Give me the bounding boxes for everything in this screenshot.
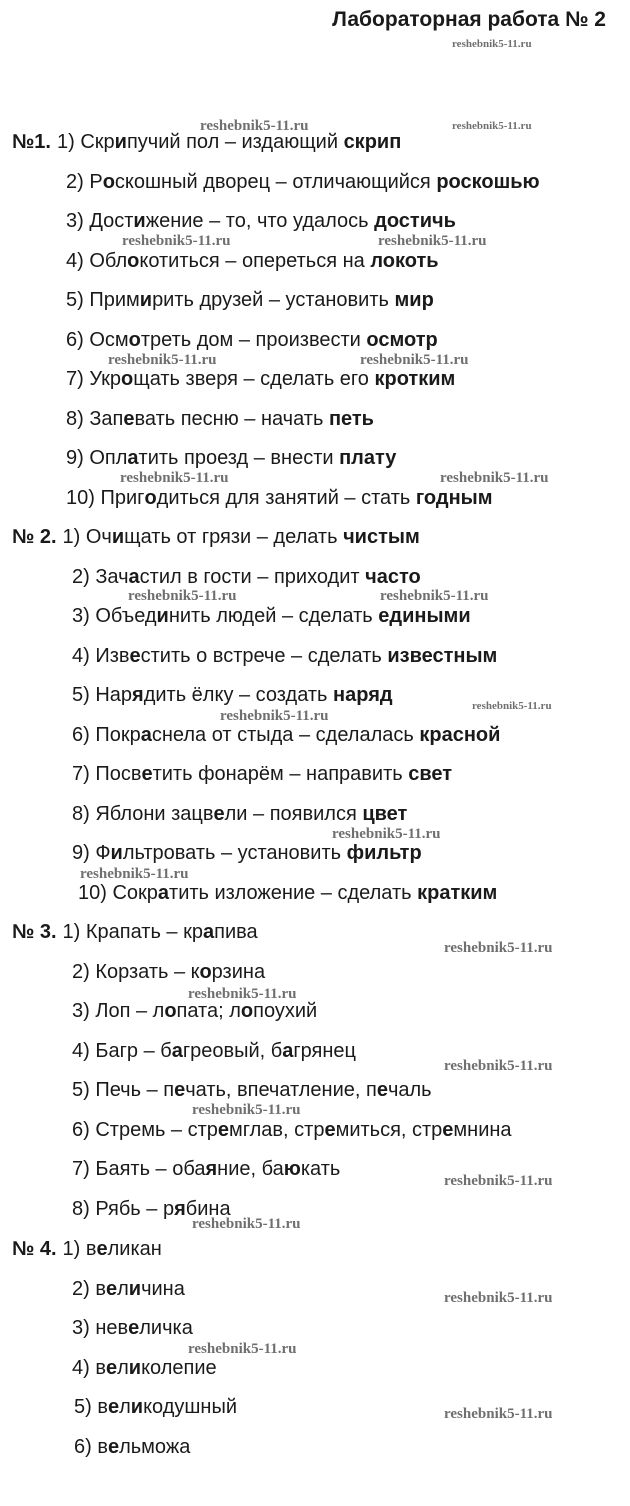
answer-line (66, 288, 434, 312)
text-fragment: 4) Багр – б (72, 1039, 172, 1062)
text-fragment: рить друзей – установить (152, 289, 395, 311)
bold-fragment: и (128, 1356, 142, 1379)
answer-line (12, 920, 258, 944)
text-fragment: 8) Зап (66, 407, 124, 430)
bold-fragment: красной (419, 723, 501, 746)
text-fragment: 8) Яблони зацв (72, 802, 214, 825)
text-fragment: тить фонарём – направить (152, 763, 409, 785)
answer-line (72, 762, 452, 786)
text-fragment: личка (139, 1317, 193, 1339)
bold-fragment: и (110, 842, 123, 864)
bold-fragment: о (127, 249, 140, 272)
bold-fragment: скрип (343, 131, 402, 153)
bold-fragment: а (140, 723, 152, 746)
text-fragment: 7) Посв (72, 763, 142, 785)
bold-fragment: и (133, 210, 146, 232)
answer-line (72, 1118, 512, 1142)
text-fragment: греовый, б (182, 1039, 283, 1062)
watermark-text: reshebnik5-11.ru (120, 470, 229, 486)
bold-fragment: кротким (374, 368, 456, 390)
text-fragment: льможа (119, 1435, 191, 1458)
text-fragment: щать от грязи – делать (124, 526, 344, 548)
bold-fragment: мир (394, 289, 434, 311)
answer-line (72, 683, 393, 707)
answer-line (72, 1356, 217, 1380)
text-fragment: 1) Скр (56, 131, 115, 153)
exercise-number: №1. (12, 131, 51, 153)
text-fragment: 3) нев (72, 1317, 129, 1339)
answer-line (72, 802, 407, 826)
answer-line (66, 407, 374, 431)
text-fragment: 4) Изв (72, 644, 130, 667)
bold-fragment: и (130, 1396, 144, 1418)
text-fragment: 2) в (72, 1277, 106, 1300)
bold-fragment: е (174, 1079, 186, 1101)
answer-line (72, 1039, 356, 1063)
bold-fragment: о (144, 486, 157, 509)
answer-line (66, 209, 456, 233)
bold-fragment: е (128, 1317, 140, 1339)
bold-fragment: е (217, 1118, 230, 1141)
watermark-text: reshebnik5-11.ru (472, 700, 552, 712)
bold-fragment: известным (387, 644, 498, 667)
answer-line (72, 1277, 185, 1301)
bold-fragment: е (129, 644, 141, 667)
bold-fragment: цвет (362, 802, 408, 825)
answer-line (66, 328, 438, 352)
bold-fragment: е (107, 1396, 120, 1418)
watermark-text: reshebnik5-11.ru (192, 1102, 301, 1118)
bold-fragment: я (205, 1158, 218, 1180)
watermark-text: reshebnik5-11.ru (188, 1341, 297, 1357)
bold-fragment: и (139, 289, 153, 311)
text-fragment: 9) Опл (66, 447, 128, 469)
bold-fragment: и (156, 605, 169, 627)
watermark-text: reshebnik5-11.ru (220, 708, 329, 724)
text-fragment: 5) Нар (72, 684, 133, 706)
text-fragment: ние, ба (217, 1158, 284, 1180)
answer-line (66, 249, 439, 273)
watermark-text: reshebnik5-11.ru (452, 38, 532, 50)
bold-fragment: локоть (370, 249, 439, 272)
text-fragment: пива (214, 921, 258, 943)
text-fragment: дить ёлку – создать (143, 684, 334, 706)
bold-fragment: е (376, 1079, 388, 1101)
text-fragment: 5) Прим (66, 289, 140, 311)
text-fragment: снела от стыда – сделалась (151, 723, 420, 746)
bold-fragment: а (202, 921, 215, 943)
text-fragment: 7) Укр (66, 368, 122, 390)
text-fragment: стил в гости – приходит (139, 565, 366, 588)
text-fragment: рзина (211, 960, 266, 983)
answer-line (72, 1078, 432, 1102)
bold-fragment: кратким (417, 881, 498, 904)
text-fragment: поухий (253, 1000, 318, 1022)
bold-fragment: о (102, 170, 115, 193)
answer-line (74, 1435, 190, 1459)
text-fragment: пата; л (176, 1000, 241, 1022)
bold-fragment: осмотр (366, 328, 438, 351)
answer-line (72, 960, 265, 984)
text-fragment: 3) Объед (72, 605, 157, 627)
watermark-text: reshebnik5-11.ru (192, 1216, 301, 1232)
bold-fragment: ю (283, 1158, 301, 1180)
watermark-text: reshebnik5-11.ru (444, 1406, 553, 1422)
bold-fragment: о (128, 328, 141, 351)
bold-fragment: е (107, 1435, 120, 1458)
bold-fragment: о (164, 1000, 177, 1022)
text-fragment: 1) Крапать – кр (62, 921, 203, 943)
watermark-text: reshebnik5-11.ru (378, 233, 487, 249)
text-fragment: ликан (107, 1238, 162, 1260)
exercise-number: № 2. (12, 526, 57, 548)
text-fragment: 2) Корзать – к (72, 960, 200, 983)
bold-fragment: е (442, 1118, 454, 1141)
text-fragment: щать зверя – сделать его (133, 368, 375, 390)
bold-fragment: плату (339, 447, 397, 469)
bold-fragment: о (121, 368, 134, 390)
text-fragment: ли – появился (224, 802, 363, 825)
bold-fragment: а (282, 1039, 294, 1062)
watermark-text: reshebnik5-11.ru (444, 1173, 553, 1189)
bold-fragment: свет (408, 763, 453, 785)
text-fragment: треть дом – произвести (140, 328, 367, 351)
text-fragment: 1) Оч (62, 526, 112, 548)
watermark-text: reshebnik5-11.ru (200, 118, 309, 134)
bold-fragment: о (199, 960, 212, 983)
answer-line (72, 565, 421, 589)
text-fragment: 4) Обл (66, 249, 128, 272)
text-fragment: 7) Баять – оба (72, 1158, 206, 1180)
bold-fragment: а (127, 447, 139, 469)
text-fragment: пучий пол – издающий (126, 131, 344, 153)
text-fragment: л (117, 1277, 129, 1300)
text-fragment: 6) Покр (72, 723, 141, 746)
text-fragment: жение – то, что удалось (145, 210, 375, 232)
bold-fragment: часто (365, 565, 421, 588)
text-fragment: вать песню – начать (134, 407, 329, 430)
answer-line (72, 1157, 340, 1181)
bold-fragment: е (123, 407, 135, 430)
text-fragment: стить о встрече – сделать (140, 644, 388, 667)
answer-line (74, 1395, 237, 1419)
text-fragment: 1) в (62, 1238, 97, 1260)
answer-line (78, 881, 497, 905)
bold-fragment: е (105, 1356, 118, 1379)
watermark-text: reshebnik5-11.ru (452, 120, 532, 132)
text-fragment: 5) в (74, 1396, 108, 1418)
answer-line (72, 644, 497, 668)
exercise-number: № 3. (12, 921, 57, 943)
text-fragment: чина (141, 1277, 185, 1300)
bold-fragment: едиными (378, 605, 471, 627)
text-fragment: льтровать – установить (122, 842, 347, 864)
text-fragment: л (117, 1356, 129, 1379)
text-fragment: кать (300, 1158, 341, 1180)
bold-fragment: а (128, 565, 140, 588)
bold-fragment: е (96, 1238, 108, 1260)
text-fragment: котиться – опереться на (139, 249, 371, 272)
bold-fragment: и (128, 1277, 142, 1300)
bold-fragment: я (174, 1197, 186, 1220)
answer-line (66, 367, 455, 391)
text-fragment: колепие (141, 1356, 217, 1379)
answer-line (72, 604, 471, 628)
text-fragment: 10) Сокр (78, 881, 158, 904)
text-fragment: 6) Стремь – стр (72, 1118, 218, 1141)
text-fragment: бина (185, 1197, 231, 1220)
bold-fragment: петь (328, 407, 374, 430)
answer-line (72, 1316, 193, 1340)
bold-fragment: а (171, 1039, 183, 1062)
bold-fragment: е (213, 802, 225, 825)
watermark-text: reshebnik5-11.ru (108, 352, 217, 368)
text-fragment: 9) Ф (72, 842, 111, 864)
exercise-number: № 4. (12, 1238, 57, 1260)
watermark-text: reshebnik5-11.ru (188, 986, 297, 1002)
answer-line (12, 1237, 162, 1261)
text-fragment: 6) в (74, 1435, 108, 1458)
answer-line (66, 446, 396, 470)
text-fragment: миться, стр (335, 1118, 443, 1141)
answer-line (66, 486, 493, 510)
text-fragment: нить людей – сделать (168, 605, 379, 627)
watermark-text: reshebnik5-11.ru (122, 233, 231, 249)
bold-fragment: е (141, 763, 153, 785)
text-fragment: грянец (293, 1039, 357, 1062)
text-fragment: 6) Осм (66, 328, 129, 351)
bold-fragment: достичь (374, 210, 456, 232)
bold-fragment: я (132, 684, 144, 706)
watermark-text: reshebnik5-11.ru (128, 588, 237, 604)
text-fragment: 2) Р (66, 170, 103, 193)
page-title: Лабораторная работа № 2 (332, 8, 606, 31)
watermark-text: reshebnik5-11.ru (444, 1290, 553, 1306)
text-fragment: 5) Печь – п (72, 1079, 175, 1101)
text-fragment: чаль (387, 1079, 432, 1101)
watermark-text: reshebnik5-11.ru (80, 866, 189, 882)
bold-fragment: и (111, 526, 125, 548)
text-fragment: мнина (453, 1118, 512, 1141)
text-fragment: 8) Рябь – р (72, 1197, 175, 1220)
bold-fragment: о (240, 1000, 254, 1022)
text-fragment: чать, впечатление, п (185, 1079, 377, 1101)
text-fragment: диться для занятий – стать (156, 486, 416, 509)
bold-fragment: фильтр (346, 842, 422, 864)
text-fragment: л (119, 1396, 131, 1418)
bold-fragment: е (324, 1118, 336, 1141)
watermark-text: reshebnik5-11.ru (332, 826, 441, 842)
text-fragment: скошный дворец – отличающийся (114, 170, 437, 193)
bold-fragment: наряд (333, 684, 393, 706)
watermark-text: reshebnik5-11.ru (440, 470, 549, 486)
answer-line (72, 841, 422, 865)
answer-line (72, 723, 500, 747)
watermark-text: reshebnik5-11.ru (360, 352, 469, 368)
bold-fragment: годным (415, 486, 493, 509)
text-fragment: 4) в (72, 1356, 106, 1379)
text-fragment: 10) Приг (66, 486, 145, 509)
text-fragment: мглав, стр (229, 1118, 325, 1141)
text-fragment: 3) Дост (66, 210, 134, 232)
bold-fragment: и (114, 131, 127, 153)
watermark-text: reshebnik5-11.ru (444, 1058, 553, 1074)
watermark-text: reshebnik5-11.ru (380, 588, 489, 604)
bold-fragment: а (157, 881, 170, 904)
answer-line (66, 170, 540, 194)
bold-fragment: роскошью (436, 170, 540, 193)
text-fragment: тить проезд – внести (138, 447, 340, 469)
text-fragment: тить изложение – сделать (169, 881, 418, 904)
text-fragment: кодушный (143, 1396, 238, 1418)
text-fragment: 3) Лоп – л (72, 1000, 165, 1022)
watermark-text: reshebnik5-11.ru (444, 940, 553, 956)
bold-fragment: е (105, 1277, 118, 1300)
bold-fragment: чистым (343, 526, 420, 548)
answer-line (12, 525, 420, 549)
text-fragment: 2) Зач (72, 565, 129, 588)
